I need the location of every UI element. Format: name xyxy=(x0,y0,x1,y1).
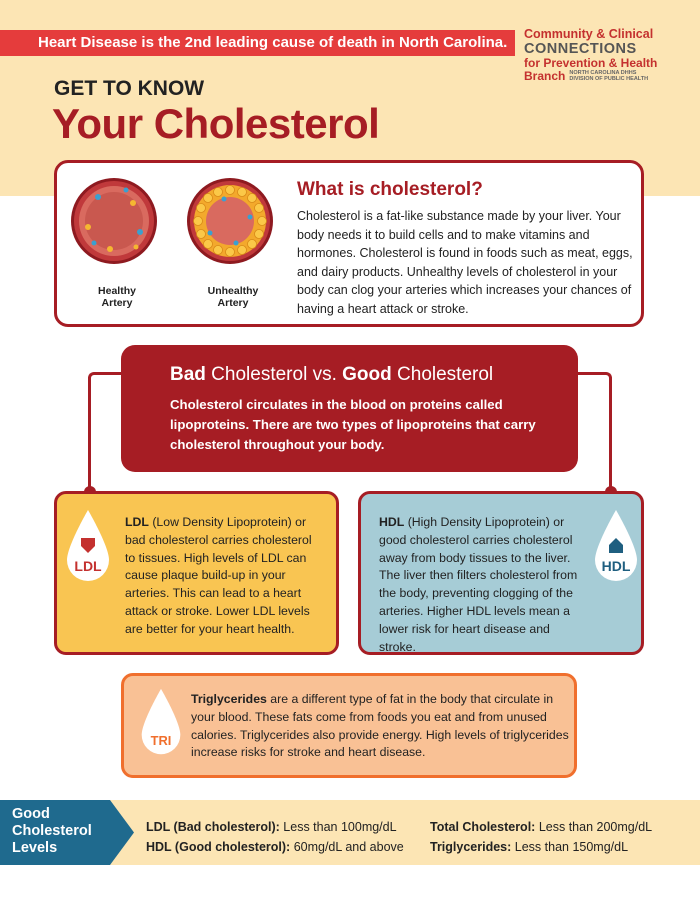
levels-heading: Good Cholesterol Levels xyxy=(12,806,92,856)
hdl-level-value: 60mg/dL and above xyxy=(290,840,404,854)
ldl-level-value: Less than 100mg/dL xyxy=(279,820,397,834)
tri-level xyxy=(430,840,628,854)
tri-description: are a different type of fat in the body that circulate in your blood. These fats come from foods you eat and from unused calories. Triglycerides also provide energy. High levels of triglycerides increase risks for stroke and heart disease. xyxy=(191,692,569,760)
what-is-cholesterol-body: Cholesterol is a fat-like substance made by your liver. Your body needs it to build cells and to make vitamins and hormones. Cholesterol is found in foods such as meat, eggs, and dairy products. Unhealthy levels of cholesterol in your body can clog your arteries which increases your chances of having a heart attack or stroke. xyxy=(297,209,633,316)
page-eyebrow: GET TO KNOW xyxy=(54,77,205,100)
banner-text: Heart Disease is the 2nd leading cause of death in North Carolina. xyxy=(38,34,508,51)
what-is-cholesterol-title: What is cholesterol? xyxy=(297,179,483,200)
bad-vs-good-card xyxy=(121,345,578,472)
tri-drop-icon xyxy=(138,684,184,760)
unhealthy-artery-icon xyxy=(186,177,274,265)
ldl-card xyxy=(54,491,339,655)
ldl-description: (Low Density Lipoprotein) or bad cholesterol carries cholesterol to tissues. High levels of LDL can cause plaque build-up in your arteries. This can lead to a heart attack or stroke. Lower LDL levels are better for your heart health. xyxy=(125,515,312,636)
page-title: Your Cholesterol xyxy=(52,100,380,147)
what-is-cholesterol-card xyxy=(54,160,644,327)
unhealthy-artery-label xyxy=(183,285,283,309)
logo-line-3: for Prevention & Health xyxy=(524,56,658,70)
vs-body-3: of lipoproteins that carry cholesterol throughout your body. xyxy=(170,417,536,452)
title-mid: Cholesterol vs. xyxy=(205,364,343,385)
total-level-label: Total Cholesterol: xyxy=(430,820,536,834)
title-end: Cholesterol xyxy=(391,364,494,385)
program-logo xyxy=(524,28,694,82)
unhealthy-label-1: Unhealthy xyxy=(207,285,259,297)
logo-line-4 xyxy=(524,70,694,82)
connector-right xyxy=(576,372,612,492)
logo-branch: Branch xyxy=(524,69,566,84)
connector-left xyxy=(88,372,124,492)
hdl-drop-icon xyxy=(591,508,641,584)
hdl-text xyxy=(379,514,589,656)
hdl-term: HDL xyxy=(379,515,405,529)
triglycerides-card xyxy=(121,673,577,778)
logo-line-2: CONNECTIONS xyxy=(524,40,637,57)
bad-vs-good-title xyxy=(170,364,493,386)
tri-term: Triglycerides xyxy=(191,692,267,706)
vs-body-1: Cholesterol circulates in the blood on proteins called xyxy=(170,397,503,412)
hdl-level xyxy=(146,840,404,854)
healthy-artery-icon xyxy=(70,177,158,265)
tri-level-value: Less than 150mg/dL xyxy=(511,840,629,854)
logo-agency-1: NORTH CAROLINA DHHS xyxy=(569,70,637,76)
hdl-description: (High Density Lipoprotein) or good cholesterol carries cholesterol away from body tissues to the liver. The liver then filters cholesterol from the body, preventing clogging of the arteries. Higher HDL levels mean a lower risk for heart disease and stroke. xyxy=(379,515,578,654)
ldl-badge-text: LDL xyxy=(74,558,102,574)
title-bad: Bad xyxy=(170,364,206,385)
title-good: Good xyxy=(342,364,392,385)
top-banner xyxy=(0,30,515,56)
tri-badge-text: TRI xyxy=(150,733,172,748)
healthy-label-1: Healthy xyxy=(98,285,136,297)
hdl-badge-text: HDL xyxy=(601,558,631,574)
ldl-text-top xyxy=(125,514,325,639)
healthy-artery-label xyxy=(67,285,167,309)
vs-body-lipo: lipoproteins xyxy=(170,417,246,432)
ldl-term: LDL xyxy=(125,515,149,529)
ldl-level xyxy=(146,820,397,834)
logo-agency xyxy=(569,70,648,82)
total-level xyxy=(430,820,652,834)
vs-body-two: two types xyxy=(315,417,377,432)
hdl-card xyxy=(358,491,644,655)
vs-body-2: . There are xyxy=(245,417,316,432)
hdl-level-label: HDL (Good cholesterol): xyxy=(146,840,291,854)
logo-line-1: Community & Clinical xyxy=(524,27,654,41)
bad-vs-good-body xyxy=(170,395,570,455)
ldl-drop-icon xyxy=(63,508,113,584)
tri-text xyxy=(191,691,571,762)
ldl-level-label: LDL (Bad cholesterol): xyxy=(146,820,280,834)
healthy-label-2: Artery xyxy=(101,297,133,310)
unhealthy-label-2: Artery xyxy=(217,297,249,310)
total-level-value: Less than 200mg/dL xyxy=(535,820,653,834)
logo-agency-2: DIVISION OF PUBLIC HEALTH xyxy=(569,76,649,83)
tri-level-label: Triglycerides: xyxy=(430,840,512,854)
